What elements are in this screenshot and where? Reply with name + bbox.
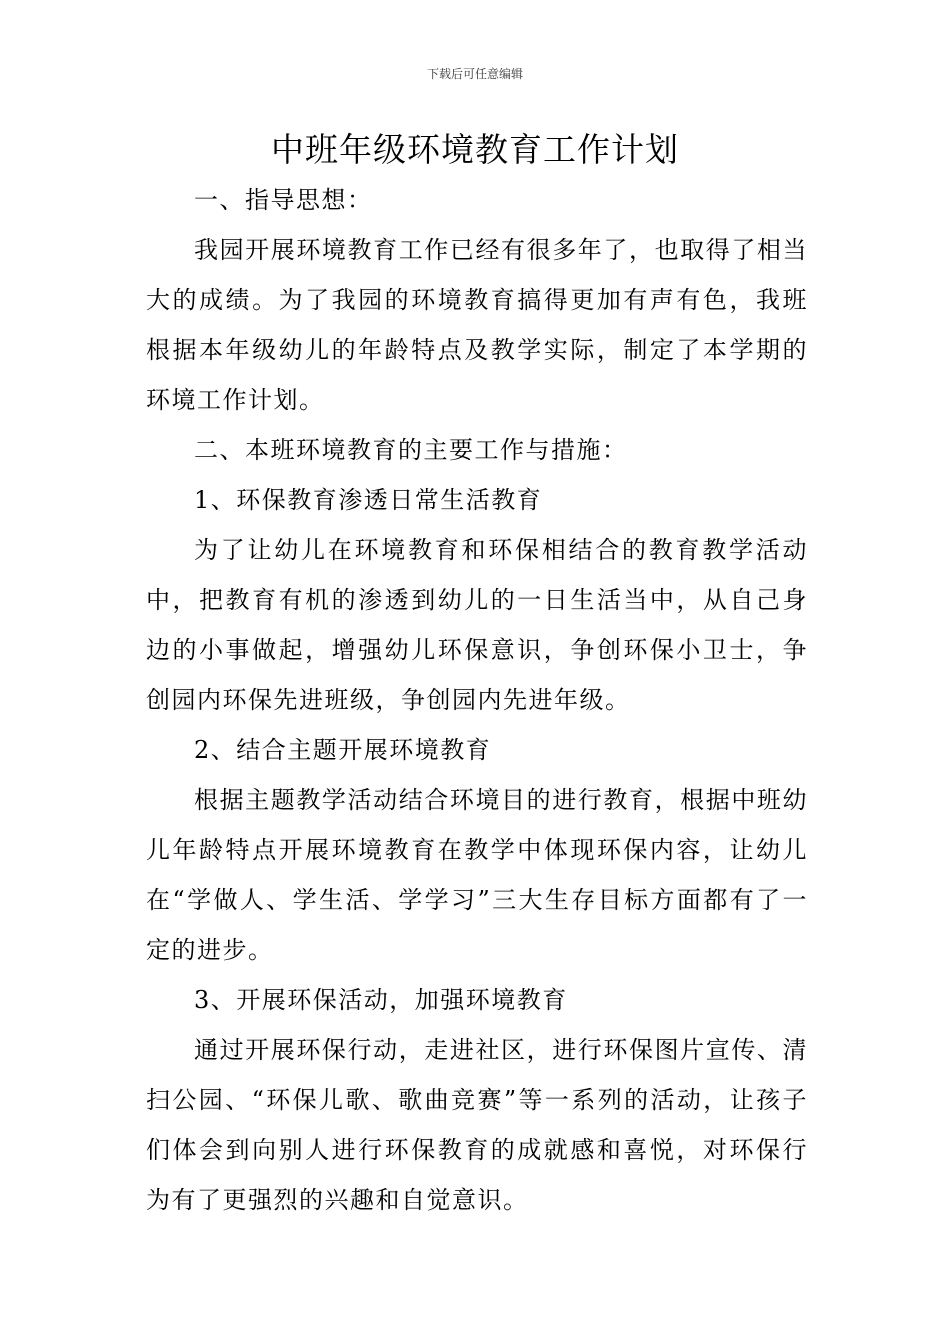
subheading-daily-life: 1、环保教育渗透日常生活教育 xyxy=(194,486,543,514)
page-header-note: 下载后可任意编辑 xyxy=(426,67,523,81)
document-body xyxy=(146,175,808,1225)
paragraph-daily-life: 为了让幼儿在环境教育和环保相结合的教育教学活动中，把教育有机的渗透到幼儿的一日生活当中，从自己身边的小事做起，增强幼儿环保意识，争创环保小卫士，争创园内环保先进班级，争创园内先进年级。 xyxy=(146,536,808,714)
section-heading-guiding-thought: 一、指导思想： xyxy=(194,186,373,214)
section-heading-main-work: 二、本班环境教育的主要工作与措施： xyxy=(194,436,628,464)
paragraph-activities: 通过开展环保行动，走进社区，进行环保图片宣传、清扫公园、“环保儿歌、歌曲竞赛”等一系列的活动，让孩子们体会到向别人进行环保教育的成就感和喜悦，对环保行为有了更强烈的兴趣和自觉意识。 xyxy=(146,1036,808,1214)
subheading-theme-education: 2、结合主题开展环境教育 xyxy=(194,736,492,764)
paragraph-guiding-thought: 我园开展环境教育工作已经有很多年了，也取得了相当大的成绩。为了我园的环境教育搞得更加有声有色，我班根据本年级幼儿的年龄特点及教学实际，制定了本学期的环境工作计划。 xyxy=(146,236,808,414)
subheading-activities: 3、开展环保活动，加强环境教育 xyxy=(194,986,568,1014)
paragraph-theme-education: 根据主题教学活动结合环境目的进行教育，根据中班幼儿年龄特点开展环境教育在教学中体现环保内容，让幼儿在“学做人、学生活、学学习”三大生存目标方面都有了一定的进步。 xyxy=(146,786,808,964)
document-title: 中班年级环境教育工作计划 xyxy=(271,130,679,169)
